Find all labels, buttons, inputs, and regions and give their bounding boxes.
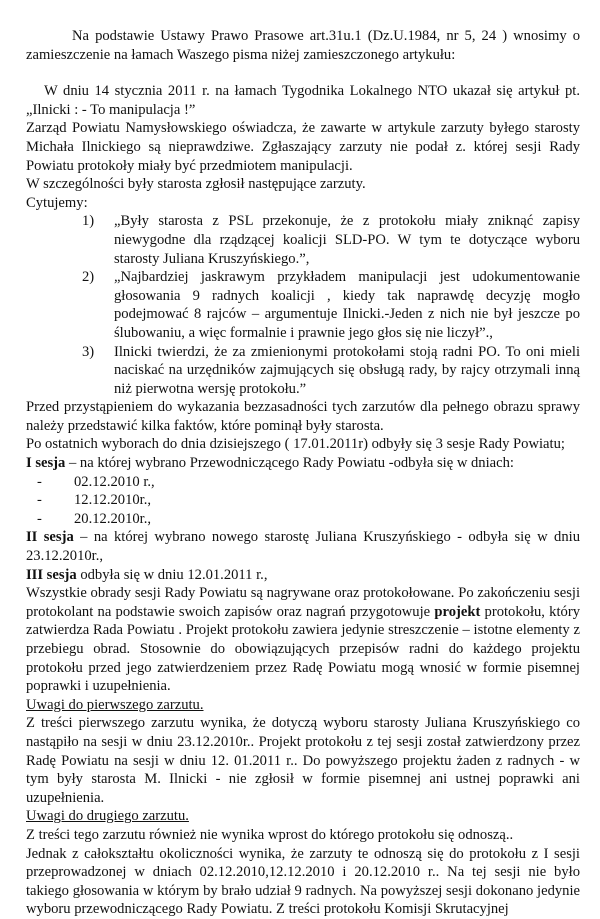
statement-paragraph: Zarząd Powiatu Namysłowskiego oświadcza, że zawarte w artykule zarzuty byłego starosty Michała Ilnickiego są nieprawdziwe. Zgłaszający zarzuty nie podał z. której sesji Rady Powiatu protokoły miały być przedmiotem manipulacji. [26,120,580,174]
spacer [26,64,580,82]
dash-bullet: - [37,492,42,509]
quote-text: „Najbardziej jaskrawym przykładem manipulacji jest udokumentowanie głosowania 9 radnych koalicji , kiedy tak naprawdę decyzję mogło podejmować 8 rajców – argumentuje Ilnicki.-Jeden z nich nie był jeszcze po ślubowaniu, a więc formalnie i prawnie jego głos się nie liczył”., [114,269,580,341]
intro-paragraph: Na podstawie Ustawy Prawo Prasowe art.31u.1 (Dz.U.1984, nr 5, 24 ) wnosimy o zamieszczenie na łamach Waszego pisma niżej zamieszczonego artykułu: [26,28,580,63]
particular-paragraph: W szczególności były starosta zgłosił następujące zarzuty. [26,176,366,193]
quote-label: Cytujemy: [26,194,88,211]
quote-item [26,212,580,268]
recording-text-1: Wszystkie obrady sesji Rady Powiatu są nagrywane oraz protokołowane. Po zakończeniu sesji protokolant na podstawie swoich zapisów oraz nagrań przygotowuje [26,585,580,620]
date-text: 20.12.2010r., [74,510,152,527]
remarks-2-paragraph-1: Z treści tego zarzutu również nie wynika wprost do którego protokołu się odnoszą.. [26,826,514,843]
session-3-text: odbyła się w dniu 12.01.2011 r., [76,566,268,583]
session-2-label: II sesja [26,529,74,546]
date-text: 12.12.2010r., [74,492,152,509]
quote-text: Ilnicki twierdzi, że za zmienionymi protokołami stoją radni PO. To oni mieli naciskać na urzędników zajmujących się obsługą rady, by rajcy otrzymali inną niż pierwotna wersję protokołu.” [114,343,580,397]
article-intro-paragraph: W dniu 14 stycznia 2011 r. na łamach Tygodnika Lokalnego NTO ukazał się artykuł pt. „Ilnicki : - To manipulacja !” [26,83,580,118]
after-elections-paragraph: Po ostatnich wyborach do dnia dzisiejszego ( 17.01.2011r) odbyły się 3 sesje Rady Powiatu; [26,436,565,453]
before-proving-paragraph: Przed przystąpieniem do wykazania bezzasadności tych zarzutów dla pełnego obrazu sprawy należy przedstawić kilka faktów, które pominął były starosta. [26,399,580,434]
quote-number: 1) [82,213,95,230]
quote-item [26,268,580,342]
dash-bullet: - [37,473,42,490]
date-item [26,491,580,510]
quote-item [26,343,580,399]
remarks-1-heading: Uwagi do pierwszego zarzutu. [26,696,204,713]
session-1-label: I sesja [26,455,66,472]
date-text: 02.12.2010 r., [74,473,155,490]
session-1-paragraph [26,454,580,473]
remarks-1-paragraph: Z treści pierwszego zarzutu wynika, że dotyczą wyboru starosty Juliana Kruszyńskiego co nastąpiło na sesji w dniu 23.12.2010r.. Projekt protokołu z tej sesji został zatwierdzony przez Radę Powiatu na sesji w dniu 12. 01.2011 r.. Do powyższego projektu żaden z radnych - w tym były starosta M. Ilnicki - nie zgłosił w formie pisemnej ani ustnej poprawki ani uzupełnienia. [26,715,580,806]
quote-number: 3) [82,343,95,360]
session-3-paragraph [26,566,580,585]
quotes-list [26,212,580,398]
recording-bold-word: projekt [434,603,481,620]
session-3-label: III sesja [26,566,77,583]
session-2-text: – na której wybrano nowego starostę Juliana Kruszyńskiego - odbyła się w dniu 23.12.2010r., [26,529,580,565]
quote-number: 2) [82,269,95,286]
date-item [26,510,580,529]
session-1-text: – na której wybrano Przewodniczącego Rady Powiatu -odbyła się w dniach: [65,455,514,472]
remarks-2-heading: Uwagi do drugiego zarzutu. [26,808,189,825]
session-1-dates-list [26,473,580,529]
session-2-paragraph [26,528,580,565]
quote-text: „Były starosta z PSL przekonuje, że z protokołu miały zniknąć zapisy niewygodne dla rządzącej koalicji SLD-PO. W tym te dotyczące wyboru starosty Juliana Kruszyńskiego.”, [114,213,580,267]
dash-bullet: - [37,510,42,527]
recording-paragraph [26,584,580,696]
recording-text-2: protokołu, który zatwierdza Rada Powiatu . Projekt protokołu zawiera jedynie streszczenie – istotne elementy z przebiegu obrad. Stosownie do obowiązujących przepisów radni do każdego projektu protokołu przed jego zatwierdzeniem przez Radę Powiatu mogą wnosić w formie pisemnej poprawki i uzupełnienia. [26,603,580,695]
date-item [26,473,580,492]
remarks-2-paragraph-2: Jednak z całokształtu okoliczności wynika, że zarzuty te odnoszą się do protokołu z I sesji przeprowadzonej w dniach 02.12.2010,12.12.2010 i 20.12.2010 r.. Na tej sesji nie było takiego głosowania w którym by brało udział 9 radnych. Na powyższej sesji dokonano jedynie wyboru przewodniczącego Rady Powiatu. Z treści protokołu Komisji Skrutacyjnej [26,845,580,918]
